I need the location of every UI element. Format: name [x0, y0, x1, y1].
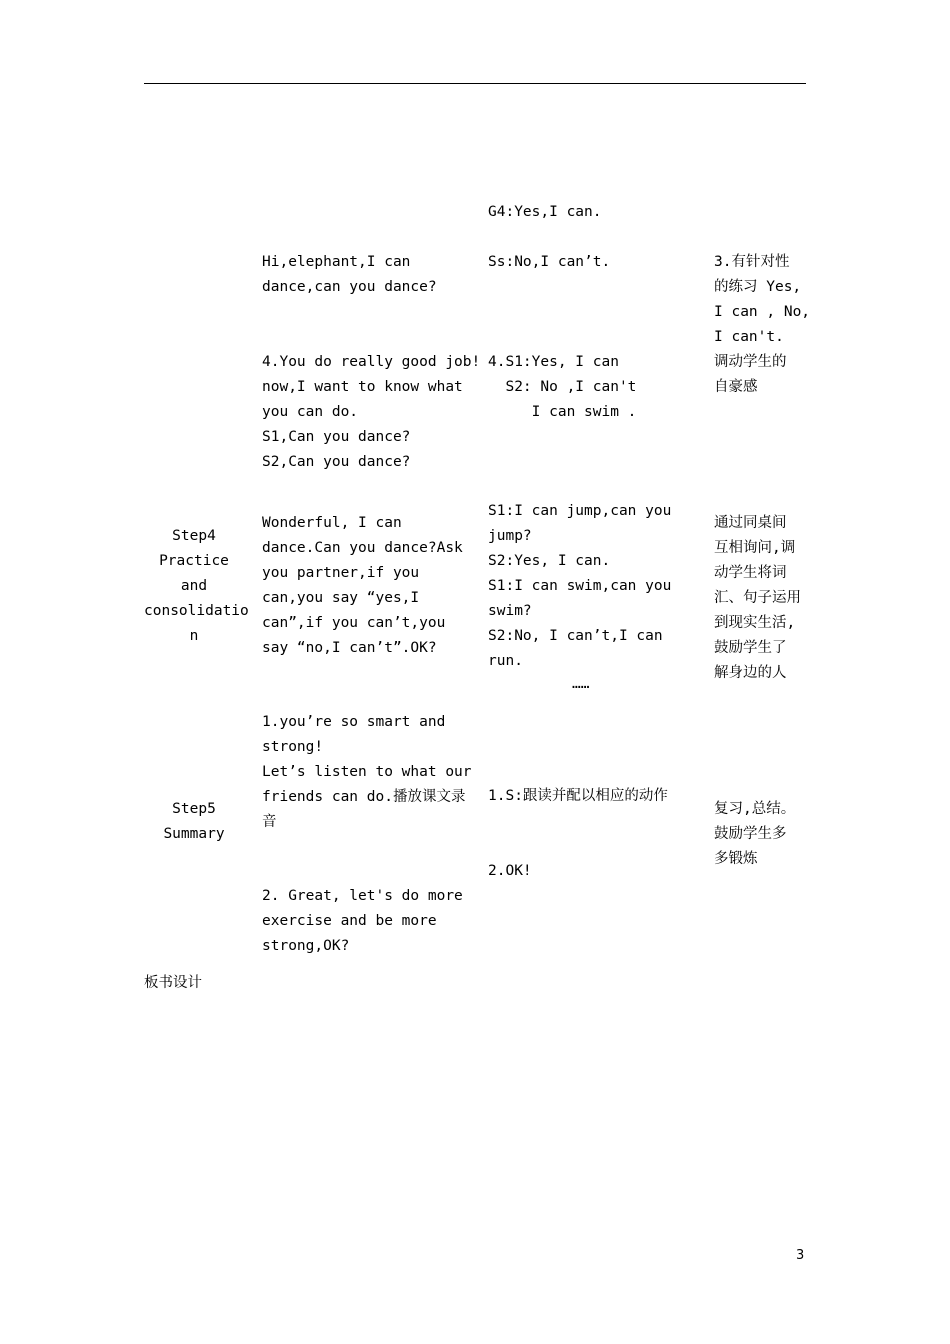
step4-label: Step4 Practice and consolidatio n: [144, 528, 249, 644]
teacher-good-job: 4.You do really good job! now,I want to know what you can do. S1,Can you dance? S2,Can you dance?: [262, 354, 481, 470]
students-pair-dialogue: S1:I can jump,can you jump? S2:Yes, I can. S1:I can swim,can you swim? S2:No, I can’t,I can run.: [488, 503, 672, 669]
board-design-heading: 板书设计: [144, 975, 202, 991]
students-ok: 2.OK!: [488, 863, 532, 879]
step5-label: Step5 Summary: [163, 801, 225, 842]
students-ellipsis: ……: [572, 676, 590, 692]
teacher-more-exercise: 2. Great, let's do more exercise and be more strong,OK?: [262, 888, 463, 954]
page-number: 3: [796, 1248, 805, 1263]
purpose-review: 复习,总结。 鼓励学生多 多锻炼: [714, 801, 796, 867]
students-s1-s2-answers: 4.S1:Yes, I can S2: No ,I can't I can swim .: [488, 354, 637, 420]
teacher-smart-strong: 1.you’re so smart and strong! Let’s listen to what our friends can do.播放课文录 音: [262, 714, 472, 830]
students-g4-line: G4:Yes,I can.: [488, 204, 602, 220]
purpose-pair-asking: 通过同桌间 互相询问,调 动学生将词 汇、句子运用 到现实生活, 鼓励学生了 解身边的人: [714, 515, 801, 681]
purpose-targeted-practice: 3.有针对性 的练习 Yes, I can , No, I can't. 调动学生的 自豪感: [714, 254, 811, 395]
teacher-wonderful: Wonderful, I can dance.Can you dance?Ask you partner,if you can,you say “yes,I can”,if you can’t,you say “no,I can’t”.OK?: [262, 515, 463, 656]
students-follow-read: 1.S:跟读并配以相应的动作: [488, 788, 668, 804]
students-no-line: Ss:No,I can’t.: [488, 254, 611, 270]
teacher-elephant-line: Hi,elephant,I can dance,can you dance?: [262, 254, 437, 295]
header-rule: [144, 83, 806, 84]
